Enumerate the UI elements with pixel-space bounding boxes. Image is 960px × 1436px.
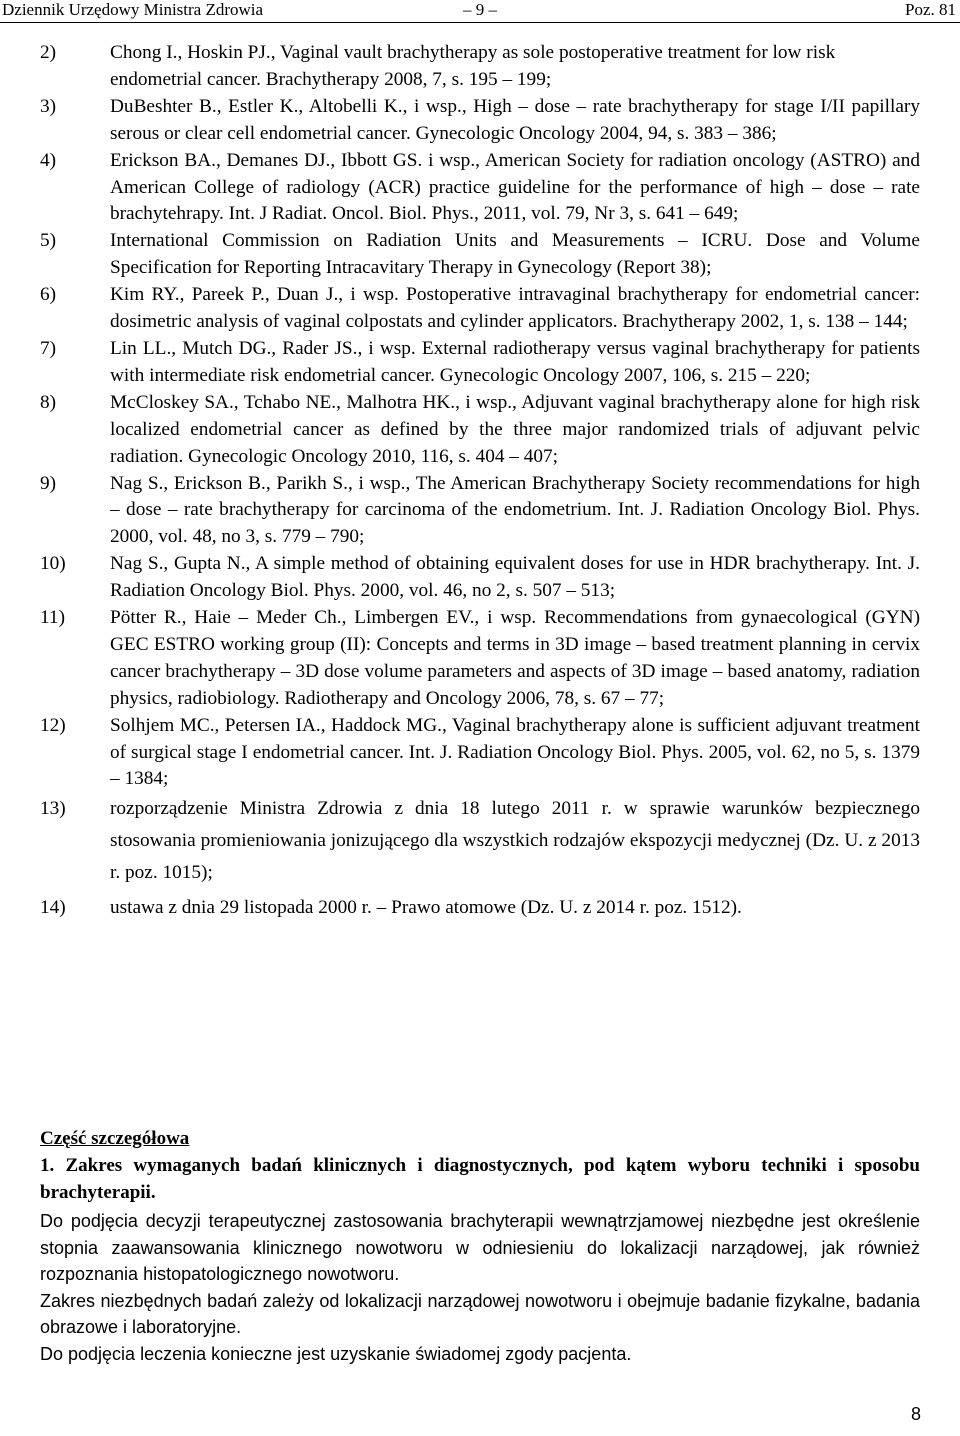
reference-text: Erickson BA., Demanes DJ., Ibbott GS. i wsp., American Society for radiation oncology (ASTRO) and American College of radiology (ACR) practice guideline for the performance of high – dose – rate brachytehrapy. Int. J Radiat. Oncol. Biol. Phys., 2011, vol. 79, Nr 3, s. 641 – 649; — [110, 149, 920, 225]
reference-item — [40, 605, 920, 713]
reference-item — [40, 471, 920, 552]
reference-text: McCloskey SA., Tchabo NE., Malhotra HK., i wsp., Adjuvant vaginal brachytherapy alone for high risk localized endometrial cancer as defined by the three major randomized trials of adjuvant pelvic radiation. Gynecologic Oncology 2010, 116, s. 404 – 407; — [110, 391, 920, 467]
reference-number: 5) — [40, 230, 57, 252]
reference-number: 11) — [40, 607, 65, 629]
reference-text: Kim RY., Pareek P., Duan J., i wsp. Postoperative intravaginal brachytherapy for endometrial cancer: dosimetric analysis of vaginal colpostats and cylinder applicators. Brachytherapy 2002, 1, s. 138 – 144; — [110, 284, 920, 333]
position-number: Poz. 81 — [905, 0, 956, 19]
reference-number: 3) — [40, 95, 57, 117]
reference-text: Nag S., Gupta N., A simple method of obtaining equivalent doses for use in HDR brachytherapy. Int. J. Radiation Oncology Biol. Phys. 2000, vol. 46, no 2, s. 507 – 513; — [110, 553, 920, 602]
reference-text: Lin LL., Mutch DG., Rader JS., i wsp. External radiotherapy versus vaginal brachytherapy for patients with intermediate risk endometrial cancer. Gynecologic Oncology 2007, 106, s. 215 – 220; — [110, 337, 920, 386]
reference-number: 6) — [40, 284, 57, 306]
reference-number: 8) — [40, 391, 57, 413]
reference-item — [40, 336, 920, 390]
reference-item — [40, 282, 920, 336]
detailed-section — [40, 1126, 920, 1367]
reference-text: rozporządzenie Ministra Zdrowia z dnia 18 lutego 2011 r. w sprawie warunków bezpiecznego stosowania promieniowania jonizującego dla wszystkich rodzajów ekspozycji medycznej (Dz. U. z 2013 r. poz. 1015); — [110, 798, 920, 884]
reference-text: Solhjem MC., Petersen IA., Haddock MG., Vaginal brachytherapy alone is sufficient adjuvant treatment of surgical stage I endometrial cancer. Int. J. Radiation Oncology Biol. Phys. 2005, vol. 62, no 5, s. 1379 – 1384; — [110, 714, 920, 790]
reference-item — [40, 40, 920, 94]
reference-item — [40, 713, 920, 794]
page-header — [0, 0, 960, 23]
references-list — [40, 40, 920, 922]
reference-text: Pötter R., Haie – Meder Ch., Limbergen EV., i wsp. Recommendations from gynaecological (GYN) GEC ESTRO working group (II): Concepts and terms in 3D image – based treatment planning in cervix cancer brachytherapy – 3D dose volume parameters and aspects of 3D image – based anatomy, radiation physics, radiobiology. Radiotherapy and Oncology 2006, 78, s. 67 – 77; — [110, 607, 920, 709]
reference-number: 7) — [40, 337, 57, 359]
reference-text: DuBeshter B., Estler K., Altobelli K., i wsp., High – dose – rate brachytherapy for stage I/II papillary serous or clear cell endometrial cancer. Gynecologic Oncology 2004, 94, s. 383 – 386; — [110, 95, 920, 144]
reference-item — [40, 228, 920, 282]
reference-item — [40, 94, 920, 148]
reference-number: 9) — [40, 472, 57, 494]
page-number: 8 — [910, 1404, 921, 1424]
reference-number: 14) — [40, 897, 66, 919]
section-title: Część szczegółowa — [40, 1128, 190, 1149]
reference-item — [40, 793, 920, 889]
journal-title: Dziennik Urzędowy Ministra Zdrowia — [2, 0, 264, 19]
reference-number: 12) — [40, 714, 66, 736]
paragraph: Zakres niezbędnych badań zależy od lokalizacji narządowej nowotworu i obejmuje badanie fizykalne, badania obrazowe i laboratoryjne. — [40, 1290, 920, 1337]
paragraph: Do podjęcia decyzji terapeutycznej zastosowania brachyterapii wewnątrzjamowej niezbędne jest określenie stopnia zaawansowania klinicznego nowotworu w odniesieniu do lokalizacji narządowej, jak również rozpoznania histopatologicznego nowotworu. — [40, 1211, 920, 1284]
reference-item — [40, 551, 920, 605]
reference-text: ustawa z dnia 29 listopada 2000 r. – Prawo atomowe (Dz. U. z 2014 r. poz. 1512). — [110, 897, 742, 919]
reference-item — [40, 148, 920, 229]
section-heading: 1. Zakres wymaganych badań klinicznych i diagnostycznych, pod kątem wyboru techniki i sposobu brachyterapii. — [40, 1155, 920, 1203]
reference-item — [40, 895, 920, 922]
reference-number: 10) — [40, 553, 66, 575]
reference-text: Nag S., Erickson B., Parikh S., i wsp., The American Brachytherapy Society recommendations for high – dose – rate brachytherapy for carcinoma of the endometrium. Int. J. Radiation Oncology Biol. Phys. 2000, vol. 48, no 3, s. 779 – 790; — [110, 472, 920, 548]
reference-text: International Commission on Radiation Units and Measurements – ICRU. Dose and Volume Specification for Reporting Intracavitary Therapy in Gynecology (Report 38); — [110, 230, 920, 279]
reference-number: 2) — [40, 42, 57, 63]
header-page-number: – 9 – — [463, 0, 497, 19]
paragraph: Do podjęcia leczenia konieczne jest uzyskanie świadomej zgody pacjenta. — [40, 1343, 632, 1364]
reference-text: Chong I., Hoskin PJ., Vaginal vault brachytherapy as sole postoperative treatment for low risk endometrial cancer. Brachytherapy 2008, 7, s. 195 – 199; — [110, 42, 836, 90]
reference-number: 4) — [40, 149, 57, 171]
reference-number: 13) — [40, 798, 66, 820]
reference-item — [40, 390, 920, 471]
